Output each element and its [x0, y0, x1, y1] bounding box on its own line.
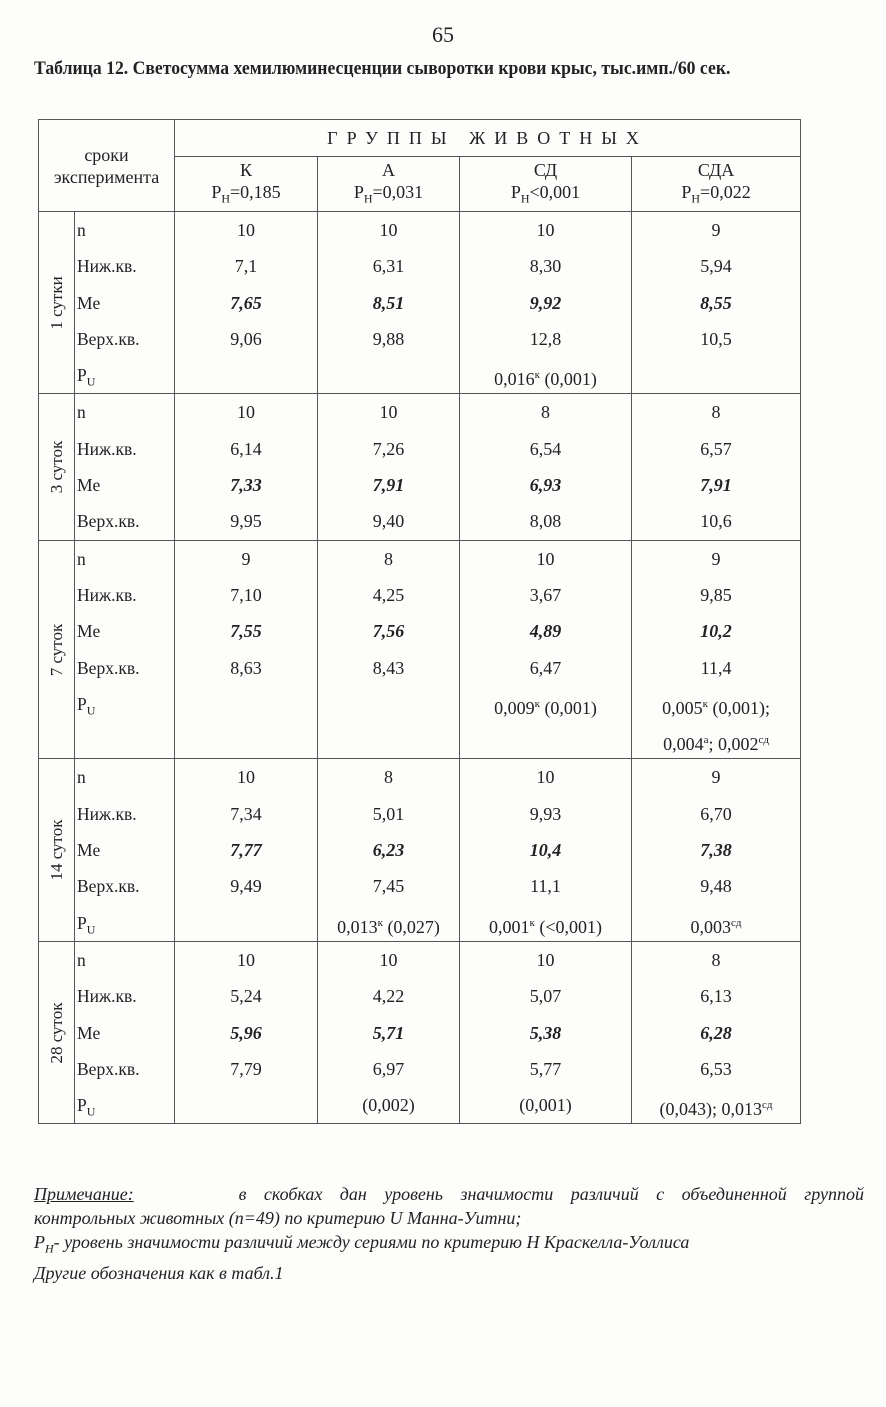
note-line-2: контрольных животных (n=49) по критерию U Манна-Уитни; [34, 1208, 522, 1228]
value-cell: 9 [241, 548, 251, 569]
groups-title: ГРУППЫ ЖИВОТНЫХ [175, 120, 801, 157]
table-caption: Таблица 12. Светосумма хемилюминесценции сыворотки крови крыс, тыс.имп./60 сек. [34, 58, 731, 79]
value-cell: 8,43 [372, 657, 405, 678]
value-cell: 4,89 [529, 621, 562, 642]
value-cell [318, 686, 459, 722]
value-cell: 9,40 [372, 511, 405, 532]
value-cell: 9,49 [230, 876, 262, 897]
group-ph [318, 181, 459, 210]
ph-symbol: P [510, 181, 521, 202]
value-cell: 10,2 [700, 621, 732, 642]
value-cell [175, 357, 317, 393]
row-label-n: n [77, 220, 86, 240]
row-label-pu [75, 686, 174, 722]
value-cell [175, 1087, 317, 1123]
group-ph [175, 181, 317, 210]
superscript-mark: сд [762, 1099, 773, 1112]
value-cell: $0,003^{сд}$ [690, 916, 742, 937]
group-values-4 [632, 394, 801, 540]
row-label-pu [75, 357, 174, 393]
value-cell: $0,004^а$; $0,002^{сд}$ [663, 734, 769, 755]
period-cell [39, 941, 75, 1123]
ph-sub: H [363, 191, 373, 206]
value-cell: 9,48 [700, 876, 732, 897]
group-values-1 [175, 394, 318, 540]
value-cell: 10 [379, 402, 398, 423]
value-cell: 8,51 [372, 292, 405, 313]
group-name: К [240, 159, 253, 180]
value-cell: 11,1 [530, 876, 561, 897]
chemiluminescence-table [38, 119, 801, 1124]
value-cell: 9 [711, 548, 721, 569]
value-cell: 6,97 [372, 1058, 405, 1079]
ph-value: =0,031 [372, 181, 424, 202]
value-cell [318, 357, 459, 393]
group-name: А [382, 159, 396, 180]
row-label-high: Верх.кв. [77, 876, 140, 897]
group-header-4 [632, 157, 801, 212]
value-cell: 5,38 [529, 1022, 562, 1043]
superscript-mark: к [529, 916, 535, 929]
value-cell: 10,6 [700, 511, 732, 532]
period-block [39, 941, 801, 1123]
group-values-3 [460, 212, 632, 394]
ph-symbol: P [211, 181, 222, 202]
value-cell: 10 [237, 220, 256, 240]
row-label-low: Ниж.кв. [77, 438, 137, 459]
period-block [39, 212, 801, 394]
value-cell: 5,94 [700, 256, 732, 277]
value-cell: 8 [541, 402, 551, 423]
group-ph [460, 181, 631, 210]
period-header-line-1: сроки [84, 144, 129, 165]
value-cell: 8 [711, 402, 721, 423]
value-cell: $0,016^к$ (0,001) [494, 369, 597, 390]
period-label: 3 суток [46, 440, 66, 494]
value-cell: 10 [536, 548, 555, 569]
group-values-4 [632, 759, 801, 941]
pu-symbol: P [77, 365, 87, 386]
value-cell [318, 722, 459, 758]
period-block [39, 394, 801, 540]
row-label-low: Ниж.кв. [77, 584, 137, 605]
row-labels [75, 212, 175, 394]
row-label-n: n [77, 548, 86, 569]
period-header [39, 120, 175, 212]
value-cell: 9,88 [372, 328, 405, 349]
value-cell: 6,23 [372, 840, 405, 861]
ph-sub: H [221, 191, 231, 206]
value-cell: 6,70 [700, 803, 732, 824]
value-cell: (0,043); $0,013^{сд}$ [659, 1099, 773, 1120]
value-cell: 8,55 [700, 292, 732, 313]
row-label-me: Me [77, 621, 101, 642]
value-cell: 5,07 [529, 986, 562, 1007]
value-cell: 12,8 [529, 328, 562, 349]
note-text-3: - уровень значимости различий между сериями по критерию H Краскелла-Уоллиса [53, 1232, 690, 1252]
value-cell: 7,45 [372, 876, 405, 897]
value-cell: 9,93 [529, 803, 562, 824]
pu-symbol: P [77, 1095, 87, 1116]
group-values-3 [460, 540, 632, 759]
value-cell: 10 [379, 949, 398, 970]
value-cell: 6,14 [230, 438, 262, 459]
value-cell: 8,63 [230, 657, 262, 678]
period-label: 1 сутки [46, 276, 66, 330]
value-cell: 7,38 [700, 840, 732, 861]
value-cell: 10 [237, 402, 256, 423]
table-body [39, 212, 801, 1124]
value-cell: 6,28 [700, 1022, 732, 1043]
value-cell [632, 357, 800, 393]
row-labels [75, 540, 175, 759]
pu-symbol: P [77, 912, 87, 933]
value-cell: 7,91 [372, 475, 405, 496]
group-values-2 [318, 759, 460, 941]
value-cell: 6,47 [529, 657, 562, 678]
ph-value: =0,185 [230, 181, 281, 202]
value-cell: 5,96 [230, 1022, 262, 1043]
value-cell: (0,001) [519, 1095, 572, 1116]
pu-sub: U [86, 374, 96, 389]
group-header-3 [460, 157, 632, 212]
period-label: 28 суток [46, 1002, 66, 1064]
table-note [34, 1182, 864, 1285]
period-block [39, 759, 801, 941]
row-label-me: Me [77, 840, 101, 861]
value-cell: 6,13 [700, 986, 732, 1007]
row-label-n: n [77, 949, 86, 970]
value-cell: 8,30 [529, 256, 562, 277]
group-values-4 [632, 941, 801, 1123]
value-cell: 4,22 [372, 986, 405, 1007]
row-label-high: Верх.кв. [77, 511, 140, 532]
value-cell: 7,10 [230, 584, 262, 605]
period-header-line-2: эксперимента [53, 166, 160, 187]
group-values-2 [318, 212, 460, 394]
row-label-low: Ниж.кв. [77, 986, 137, 1007]
row-labels [75, 394, 175, 540]
value-cell [175, 686, 317, 722]
value-cell: 9,95 [230, 511, 262, 532]
value-cell: 8 [711, 949, 721, 970]
pu-sub: U [86, 703, 96, 718]
value-cell: 6,54 [529, 438, 562, 459]
value-cell: 10 [536, 220, 555, 240]
value-cell: 10 [379, 220, 398, 240]
ph-sub: H [691, 191, 701, 206]
note-line-4: Другие обозначения как в табл.1 [34, 1262, 284, 1283]
value-cell: 9,85 [700, 584, 732, 605]
value-cell: $0,009^к$ (0,001) [494, 697, 597, 718]
value-cell: 9,06 [230, 328, 262, 349]
group-name: СДА [697, 159, 735, 180]
value-cell: 7,65 [230, 292, 262, 313]
value-cell: 7,55 [230, 621, 262, 642]
value-cell: 10,5 [700, 328, 732, 349]
note-line-3 [34, 1230, 864, 1261]
group-values-1 [175, 941, 318, 1123]
value-cell: 6,53 [700, 1058, 732, 1079]
pu-symbol: P [77, 693, 87, 714]
value-cell [460, 722, 631, 758]
value-cell: $0,001^к$ (<0,001) [489, 916, 603, 937]
group-values-4 [632, 212, 801, 394]
value-cell: 7,91 [700, 475, 732, 496]
value-cell: 7,77 [230, 840, 262, 861]
value-cell: 6,31 [372, 256, 405, 277]
pu-sub: U [86, 922, 96, 937]
value-cell [175, 905, 317, 941]
value-cell: 8 [384, 767, 394, 788]
note-ph-symbol: P [34, 1232, 45, 1252]
group-name: СД [533, 159, 558, 180]
value-cell: 10 [237, 949, 256, 970]
group-header-2 [318, 157, 460, 212]
group-header-1 [175, 157, 318, 212]
row-label-n: n [77, 767, 86, 788]
superscript-mark: сд [731, 916, 742, 929]
value-cell: 5,01 [372, 803, 405, 824]
ph-value: <0,001 [529, 181, 581, 202]
group-values-3 [460, 941, 632, 1123]
row-label-high: Верх.кв. [77, 328, 140, 349]
value-cell: 5,77 [529, 1058, 562, 1079]
value-cell: 5,24 [230, 986, 262, 1007]
row-label-high: Верх.кв. [77, 657, 140, 678]
ph-symbol: P [681, 181, 692, 202]
value-cell: (0,002) [362, 1095, 415, 1116]
value-cell: 9 [711, 220, 721, 240]
group-values-3 [460, 759, 632, 941]
superscript-mark: к [377, 916, 383, 929]
group-values-1 [175, 540, 318, 759]
page-number: 65 [432, 22, 454, 47]
row-label-pu [75, 905, 174, 941]
group-values-4 [632, 540, 801, 759]
value-cell: 4,25 [372, 584, 405, 605]
period-label: 14 суток [46, 819, 66, 881]
value-cell: 5,71 [372, 1022, 405, 1043]
ph-sub: H [520, 191, 530, 206]
row-label-me: Me [77, 292, 101, 313]
group-values-2 [318, 394, 460, 540]
value-cell: 7,26 [372, 438, 405, 459]
period-label: 7 суток [46, 623, 66, 676]
row-label-blank [75, 722, 174, 758]
period-cell [39, 394, 75, 540]
value-cell: 9,92 [529, 292, 562, 313]
value-cell: 3,67 [529, 584, 562, 605]
row-label-n: n [77, 402, 86, 423]
group-values-1 [175, 212, 318, 394]
superscript-mark: к [702, 697, 708, 710]
value-cell: 6,93 [529, 475, 562, 496]
group-ph [632, 181, 800, 210]
note-line-1 [34, 1182, 864, 1206]
value-cell: 7,34 [230, 803, 262, 824]
row-label-high: Верх.кв. [77, 1058, 140, 1079]
pu-sub: U [86, 1104, 96, 1119]
group-values-1 [175, 759, 318, 941]
group-values-3 [460, 394, 632, 540]
value-cell: 7,33 [230, 475, 262, 496]
period-block [39, 540, 801, 759]
period-cell [39, 759, 75, 941]
value-cell: $0,005^к$ (0,001); [662, 697, 770, 718]
value-cell: 6,57 [700, 438, 732, 459]
group-values-2 [318, 941, 460, 1123]
superscript-mark: к [534, 369, 540, 382]
value-cell: 8,08 [529, 511, 562, 532]
ph-value: =0,022 [700, 181, 751, 202]
note-label: Примечание: [34, 1184, 134, 1204]
row-label-low: Ниж.кв. [77, 803, 137, 824]
ph-symbol: P [353, 181, 364, 202]
row-label-low: Ниж.кв. [77, 256, 137, 277]
row-label-me: Me [77, 1022, 101, 1043]
value-cell: 9 [711, 767, 721, 788]
superscript-mark: к [534, 697, 540, 710]
value-cell: 10 [237, 767, 256, 788]
value-cell: 7,1 [234, 256, 258, 277]
value-cell: 10 [536, 949, 555, 970]
value-cell: 10,4 [529, 840, 562, 861]
row-labels [75, 941, 175, 1123]
period-cell [39, 212, 75, 394]
note-text-1: в скобках дан уровень значимости различий с объединенной группой [238, 1184, 865, 1204]
value-cell: 7,79 [230, 1058, 262, 1079]
note-ph-sub: H [45, 1241, 54, 1256]
period-cell [39, 540, 75, 759]
row-labels [75, 759, 175, 941]
superscript-mark: а [703, 734, 709, 747]
superscript-mark: сд [758, 734, 769, 747]
row-label-me: Me [77, 475, 101, 496]
value-cell: 8 [384, 548, 394, 569]
row-label-pu [75, 1087, 174, 1123]
value-cell: 10 [536, 767, 555, 788]
value-cell: 11,4 [700, 657, 732, 678]
value-cell: 7,56 [372, 621, 405, 642]
value-cell: $0,013^к$ (0,027) [337, 916, 440, 937]
value-cell [175, 722, 317, 758]
group-values-2 [318, 540, 460, 759]
